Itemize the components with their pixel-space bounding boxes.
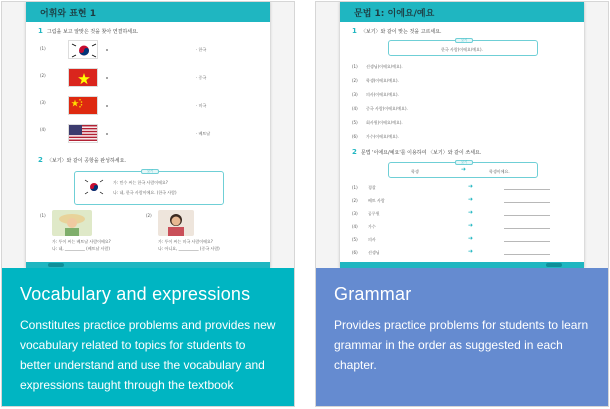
list-item-number: (3): [352, 211, 358, 216]
list-item-text[interactable]: 의사(이에요/예요).: [366, 92, 399, 97]
vocabulary-card[interactable]: [1, 1, 295, 407]
answer-option[interactable]: · 한국: [196, 47, 207, 52]
person-photo: [158, 210, 194, 236]
list-item-number: (6): [352, 250, 358, 255]
arrow-icon: ➜: [468, 235, 474, 242]
match-dot[interactable]: [106, 105, 108, 107]
workbook-page: [340, 2, 584, 268]
answer-option[interactable]: · 미국: [196, 103, 207, 108]
sub-answer[interactable]: 나: 아니요, __________ (중국 사람): [158, 246, 220, 251]
list-item-text: 선생님: [368, 250, 380, 255]
page-number-tab: [546, 263, 562, 267]
list-item-text[interactable]: 회사원(이에요/예요).: [366, 120, 403, 125]
list-item-number: (4): [40, 127, 46, 132]
example-answer: 나: 네, 한국 사람이에요. (한국 사람): [113, 190, 177, 195]
answer-blank[interactable]: [504, 189, 550, 190]
example-box: [74, 171, 224, 205]
card-title: Grammar: [334, 284, 412, 304]
vietnam-flag-image: [68, 68, 98, 87]
korea-flag-image: [83, 178, 105, 196]
arrow-icon: ➜: [468, 209, 474, 216]
list-item-number: (3): [352, 92, 358, 97]
list-item-number: (1): [352, 185, 358, 190]
list-item-number: (4): [352, 224, 358, 229]
list-item-number: (3): [40, 100, 46, 105]
list-item-number: (1): [40, 213, 46, 218]
match-dot[interactable]: [106, 49, 108, 51]
example-box-label: 보기: [455, 160, 473, 165]
question-2: 2 문법 '이에요/예요'를 이용하여 〈보기〉와 같이 쓰세요.: [352, 148, 482, 156]
list-item-text: 공무원: [368, 211, 380, 216]
arrow-icon: ➜: [461, 166, 467, 173]
list-item-text: 가수: [368, 224, 376, 229]
example-sentence: 한국 사람(이에요/예요).: [441, 47, 483, 52]
card-description: Constitutes practice problems and provides new vocabulary related to topics for students to better understand and use the vocabulary and expressions taught through the textbook: [20, 318, 276, 392]
page-header-title: 문법 1: 이에요/예요: [354, 9, 435, 19]
sub-answer[interactable]: 나: 네, __________ (베트남 사람): [52, 246, 110, 251]
sub-question: 가: 투이 씨는 미국 사람이에요?: [158, 239, 213, 244]
answer-blank[interactable]: [504, 228, 550, 229]
match-dot[interactable]: [106, 133, 108, 135]
example-box: [388, 162, 538, 178]
card-title: Vocabulary and expressions: [20, 284, 251, 304]
list-item-text: 의사: [368, 237, 376, 242]
list-item-number: (2): [40, 73, 46, 78]
list-item-number: (6): [352, 134, 358, 139]
card-description: Provides practice problems for students to learn grammar in the order as suggested in each chapter.: [334, 318, 589, 372]
list-item-number: (5): [352, 237, 358, 242]
list-item-number: (1): [352, 64, 358, 69]
answer-blank[interactable]: [504, 215, 550, 216]
answer-blank[interactable]: [504, 202, 550, 203]
example-word: 학생: [411, 169, 419, 174]
workbook-page: [26, 2, 270, 268]
arrow-icon: ➜: [468, 248, 474, 255]
grammar-caption: [316, 268, 608, 406]
answer-option[interactable]: · 중국: [196, 75, 207, 80]
example-box-label: 보기: [141, 169, 159, 174]
sub-question: 가: 투이 씨는 베트남 사람이에요?: [52, 239, 111, 244]
list-item-text[interactable]: 중국 사람(이에요/예요).: [366, 106, 408, 111]
arrow-icon: ➜: [468, 196, 474, 203]
page-header-bar: [340, 2, 584, 22]
example-answer: 학생이에요.: [489, 169, 510, 174]
example-box: [388, 40, 538, 56]
list-item-number: (4): [352, 106, 358, 111]
list-item-text: 베트 사람: [368, 198, 385, 203]
list-item-text[interactable]: 학생(이에요/예요).: [366, 78, 399, 83]
list-item-text[interactable]: 선생님(이에요/예요).: [366, 64, 403, 69]
usa-flag-image: [68, 124, 98, 143]
person-photo: [52, 210, 92, 236]
arrow-icon: ➜: [468, 222, 474, 229]
match-dot[interactable]: [106, 77, 108, 79]
korea-flag-image: [68, 40, 98, 59]
example-question: 가: 민수 씨는 한국 사람이에요?: [113, 180, 168, 185]
vocabulary-page-thumbnail[interactable]: [2, 2, 294, 268]
list-item-number: (2): [352, 198, 358, 203]
vocabulary-caption: [2, 268, 294, 406]
example-box-label: 보기: [455, 38, 473, 43]
list-item-number: (2): [146, 213, 152, 218]
answer-option[interactable]: · 베트남: [196, 131, 211, 136]
page-header-title: 어휘와 표현 1: [40, 9, 96, 19]
page-number-tab: [48, 263, 64, 267]
answer-blank[interactable]: [504, 241, 550, 242]
list-item-text: 경찰: [368, 185, 376, 190]
china-flag-image: [68, 96, 98, 115]
question-1: 1 〈보기〉와 같이 맞는 것을 고르세요.: [352, 27, 442, 35]
grammar-page-thumbnail[interactable]: [316, 2, 608, 268]
arrow-icon: ➜: [468, 183, 474, 190]
question-2: 2 〈보기〉와 같이 공항을 완성하세요.: [38, 156, 127, 164]
list-item-number: (2): [352, 78, 358, 83]
question-1: 1 그림을 보고 알맞은 것을 찾아 연결하세요.: [38, 27, 139, 35]
grammar-card[interactable]: [315, 1, 609, 407]
list-item-number: (5): [352, 120, 358, 125]
list-item-text[interactable]: 가수(이에요/예요).: [366, 134, 399, 139]
answer-blank[interactable]: [504, 254, 550, 255]
list-item-number: (1): [40, 46, 46, 51]
page-header-bar: [26, 2, 270, 22]
